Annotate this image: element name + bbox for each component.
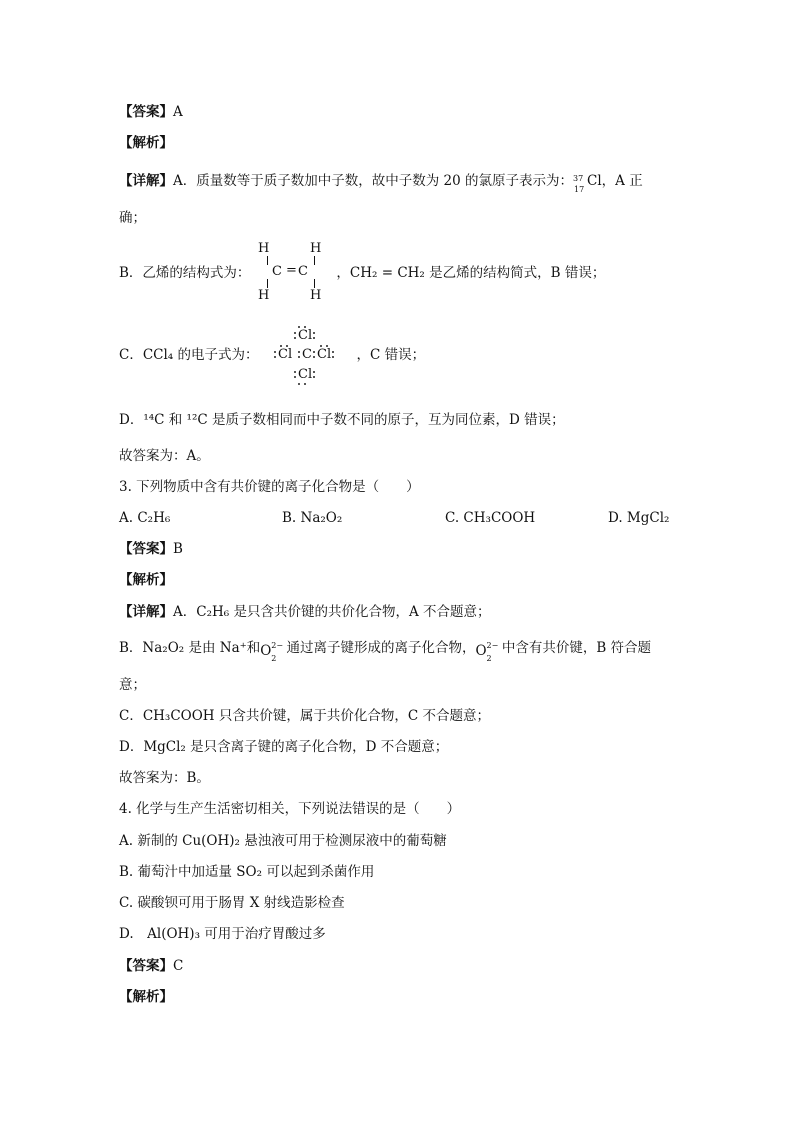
q3-detail-c: C．CH₃COOH 只含共价键，属于共价化合物，C 不合题意； bbox=[119, 708, 490, 724]
peroxide-ion: O 2− 2 bbox=[260, 640, 284, 663]
detail-c-tail: ，C 错误； bbox=[356, 347, 426, 363]
q2-detail-d: D．¹⁴C 和 ¹²C 是质子数相同而中子数不同的原子，互为同位素，D 错误； bbox=[119, 412, 565, 428]
q3-answer-line bbox=[119, 540, 183, 558]
chlorine-isotope-symbol: 37 17 bbox=[573, 173, 585, 194]
q4-question: 4. 化学与生产生活密切相关，下列说法错误的是（ ） bbox=[119, 801, 461, 817]
detail-a-text: A．质量数等于质子数加中子数，故中子数为 20 的氯原子表示为： bbox=[173, 173, 574, 189]
q2-detail-a bbox=[119, 172, 643, 194]
detail-b-text: B．乙烯的结构式为： bbox=[119, 265, 251, 281]
q4-analysis-label: 【解析】 bbox=[119, 989, 173, 1005]
answer-label: 【答案】 bbox=[119, 541, 173, 557]
detail-a-text: A．C₂H₆ 是只含共价键的共价化合物，A 不合题意； bbox=[173, 604, 491, 620]
detail-b-tail: ，CH₂ = CH₂ 是乙烯的结构简式，B 错误； bbox=[336, 265, 606, 281]
q3-detail-d: D．MgCl₂ 是只含离子键的离子化合物，D 不合题意； bbox=[119, 739, 449, 755]
q3-detail-b bbox=[119, 639, 652, 663]
q3-option-b: B. Na₂O₂ bbox=[282, 510, 343, 526]
ccl4-electron-dot-formula: Cl Cl C Cl Cl bbox=[270, 326, 350, 384]
detail-a-tail: ，A 正 bbox=[601, 173, 643, 189]
detail-label: 【详解】 bbox=[119, 173, 173, 189]
q3-question: 3. 下列物质中含有共价键的离子化合物是（ ） bbox=[119, 479, 420, 495]
answer-label: 【答案】 bbox=[119, 958, 173, 974]
q2-answer-line bbox=[119, 103, 183, 121]
q3-conclusion: 故答案为：B。 bbox=[119, 770, 210, 786]
ethylene-structural-formula: H H C = C H H bbox=[258, 241, 322, 303]
isotope-element: Cl bbox=[587, 173, 602, 189]
q2-detail-a-cont: 确； bbox=[119, 210, 146, 226]
q2-conclusion: 故答案为：A。 bbox=[119, 448, 210, 464]
q4-option-b: B. 葡萄汁中加适量 SO₂ 可以起到杀菌作用 bbox=[119, 864, 375, 880]
q2-analysis-label: 【解析】 bbox=[119, 135, 173, 151]
detail-b-part1: B．Na₂O₂ 是由 Na⁺和 bbox=[119, 640, 261, 656]
q4-answer-line bbox=[119, 957, 183, 975]
q3-option-c: C. CH₃COOH bbox=[445, 510, 536, 526]
q3-analysis-label: 【解析】 bbox=[119, 572, 173, 588]
q4-option-c: C. 碳酸钡可用于肠胃 X 射线造影检查 bbox=[119, 895, 345, 911]
peroxide-ion: O 2− 2 bbox=[475, 640, 499, 663]
detail-label: 【详解】 bbox=[119, 604, 173, 620]
q4-option-a: A. 新制的 Cu(OH)₂ 悬浊液可用于检测尿液中的葡萄糖 bbox=[119, 833, 447, 849]
q3-option-a: A. C₂H₆ bbox=[119, 510, 171, 526]
q3-detail-b-cont: 意； bbox=[119, 677, 146, 693]
answer-value: B bbox=[173, 541, 183, 557]
answer-value: A bbox=[173, 104, 183, 120]
q3-option-d: D. MgCl₂ bbox=[608, 510, 670, 526]
q3-detail-a bbox=[119, 603, 491, 621]
q2-detail-b bbox=[119, 264, 605, 282]
detail-c-text: C．CCl₄ 的电子式为： bbox=[119, 347, 259, 363]
detail-b-part3: 中含有共价键，B 符合题 bbox=[497, 640, 652, 656]
answer-label: 【答案】 bbox=[119, 104, 173, 120]
q4-option-d: D. Al(OH)₃ 可用于治疗胃酸过多 bbox=[119, 926, 326, 942]
detail-b-part2: 通过离子键形成的离子化合物， bbox=[282, 640, 476, 656]
answer-value: C bbox=[173, 958, 184, 974]
